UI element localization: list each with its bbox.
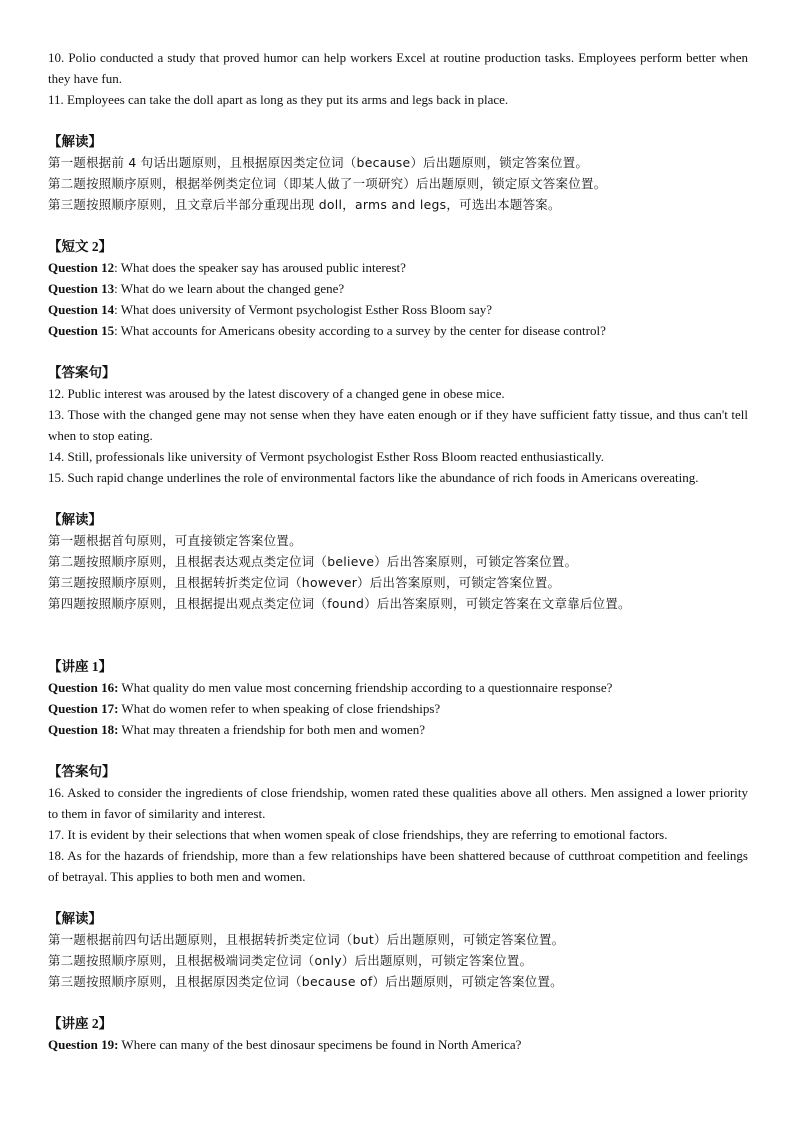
question-17	[48, 698, 748, 719]
question-14	[48, 299, 748, 320]
analysis-line: 第四题按照顺序原则，且根据提出观点类定位词（found）后出答案原则，可锁定答案在文章靠后位置。	[48, 596, 631, 611]
question-15	[48, 320, 748, 341]
question-text: : What does the speaker say has aroused public interest?	[114, 260, 406, 275]
section-heading-lecture-1: 【讲座 1】	[48, 659, 113, 674]
section-heading-jiedu-1: 【解读】	[48, 134, 102, 149]
analysis-line: 第一题根据前四句话出题原则，且根据转折类定位词（but）后出题原则，可锁定答案位置。	[48, 932, 565, 947]
question-text: What do women refer to when speaking of close friendships?	[118, 701, 441, 716]
question-label: Question 13	[48, 281, 115, 296]
question-text: : What does university of Vermont psychologist Esther Ross Bloom say?	[114, 302, 493, 317]
section-heading-lecture-2: 【讲座 2】	[48, 1016, 113, 1031]
answer-line-18: 18. As for the hazards of friendship, more than a few relationships have been shattered because of cutthroat competition and feelings of betrayal. This applies to both men and women.	[48, 848, 748, 884]
analysis-line: 第一题根据首句原则，可直接锁定答案位置。	[48, 533, 302, 548]
answer-line-17: 17. It is evident by their selections that when women speak of close friendships, they are referring to emotional factors.	[48, 827, 668, 842]
answer-line-14: 14. Still, professionals like university of Vermont psychologist Esther Ross Bloom reacted enthusiastically.	[48, 449, 605, 464]
section-heading-jiedu-3: 【解读】	[48, 911, 102, 926]
answer-line-16: 16. Asked to consider the ingredients of close friendship, women rated these qualities above all others. Men assigned a lower priority to them in favor of similarity and interest.	[48, 785, 748, 821]
section-heading-answers-3: 【答案句】	[48, 764, 116, 779]
section-heading-jiedu-2: 【解读】	[48, 512, 102, 527]
question-13	[48, 278, 748, 299]
question-18	[48, 719, 748, 740]
answer-line-13: 13. Those with the changed gene may not sense when they have eaten enough or if they have sufficient fatty tissue, and thus can't tell when to stop eating.	[48, 407, 748, 443]
question-16	[48, 677, 748, 698]
analysis-line: 第二题按照顺序原则，根据举例类定位词（即某人做了一项研究）后出题原则，锁定原文答案位置。	[48, 176, 607, 191]
question-text: : What do we learn about the changed gene?	[114, 281, 345, 296]
question-label: Question 16:	[48, 680, 119, 695]
document-page	[48, 47, 748, 1055]
answer-line-15: 15. Such rapid change underlines the role of environmental factors like the abundance of rich foods in Americans overeating.	[48, 470, 699, 485]
question-label: Question 19:	[48, 1037, 119, 1052]
question-label: Question 17:	[48, 701, 119, 716]
section-heading-answers-2: 【答案句】	[48, 365, 116, 380]
analysis-line: 第三题按照顺序原则，且根据转折类定位词（however）后出答案原则，可锁定答案位置。	[48, 575, 561, 590]
question-text: : What accounts for Americans obesity according to a survey by the center for disease control?	[114, 323, 606, 338]
question-label: Question 14	[48, 302, 115, 317]
section-heading-short-2: 【短文 2】	[48, 239, 113, 254]
answer-line-12: 12. Public interest was aroused by the latest discovery of a changed gene in obese mice.	[48, 386, 505, 401]
question-text: What may threaten a friendship for both men and women?	[118, 722, 426, 737]
analysis-line: 第三题按照顺序原则，且文章后半部分重现出现 doll，arms and legs，可选出本题答案。	[48, 197, 561, 212]
question-label: Question 12	[48, 260, 115, 275]
question-19	[48, 1034, 748, 1055]
question-text: Where can many of the best dinosaur specimens be found in North America?	[118, 1037, 522, 1052]
answer-line-10: 10. Polio conducted a study that proved humor can help workers Excel at routine production tasks. Employees perform better when they have fun.	[48, 50, 748, 86]
analysis-line: 第一题根据前 4 句话出题原则，且根据原因类定位词（because）后出题原则，锁定答案位置。	[48, 155, 589, 170]
question-12	[48, 257, 748, 278]
answer-line-11: 11. Employees can take the doll apart as long as they put its arms and legs back in place.	[48, 92, 509, 107]
question-label: Question 18:	[48, 722, 119, 737]
analysis-line: 第三题按照顺序原则，且根据原因类定位词（because of）后出题原则，可锁定答案位置。	[48, 974, 563, 989]
question-label: Question 15	[48, 323, 115, 338]
question-text: What quality do men value most concerning friendship according to a questionnaire response?	[118, 680, 613, 695]
analysis-line: 第二题按照顺序原则，且根据表达观点类定位词（believe）后出答案原则，可锁定答案位置。	[48, 554, 578, 569]
analysis-line: 第二题按照顺序原则，且根据极端词类定位词（only）后出题原则，可锁定答案位置。	[48, 953, 533, 968]
